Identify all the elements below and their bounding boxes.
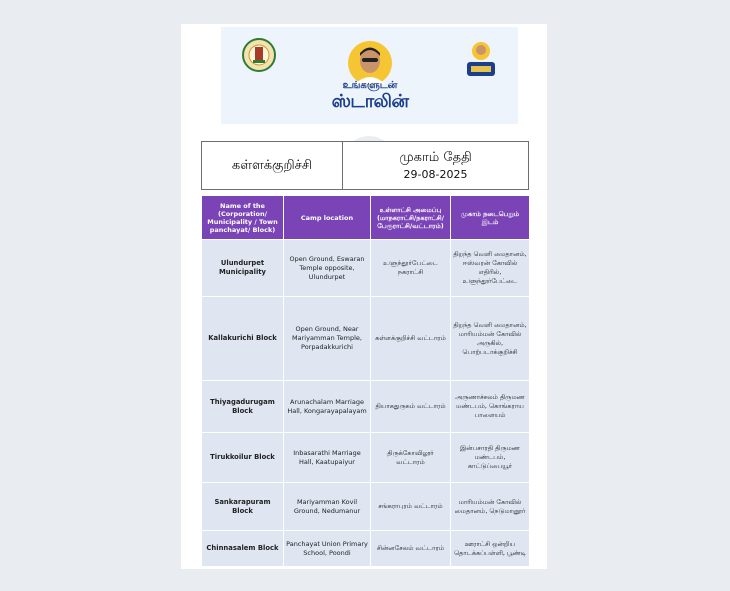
row-camp-location: Panchayat Union Primary School, Poondi: [284, 531, 371, 567]
row-local-body-name: Sankarapuram Block: [202, 483, 284, 531]
row-local-body-name: Chinnasalem Block: [202, 531, 284, 567]
row-local-body-tamil: சங்கராபுரம் வட்டாரம்: [371, 483, 451, 531]
row-venue-tamil: அருணாச்சலம் திருமண மண்டபம், கொங்கராய பாளையம்: [451, 381, 530, 433]
district-name: கள்ளக்குறிச்சி: [201, 141, 343, 190]
table-row: [202, 297, 530, 381]
row-local-body-tamil: உளுந்தூர்பேட்டை நகராட்சி: [371, 240, 451, 297]
row-venue-tamil: திறந்த வெளி மைதானம், ஈஸ்வரன் கோவில் எதிரில், உளுந்தூர்பேட்டை: [451, 240, 530, 297]
camp-schedule-table: [201, 195, 530, 567]
row-venue-tamil: ஊராட்சி ஒன்றிய தொடக்கப்பள்ளி, பூண்டி: [451, 531, 530, 567]
table-row: [202, 483, 530, 531]
camp-date-box: [342, 141, 529, 190]
row-local-body-name: Kallakurichi Block: [202, 297, 284, 381]
camp-date-label: முகாம் தேதி: [399, 150, 472, 165]
row-local-body-tamil: திருக்கோவிலூர் வட்டாரம்: [371, 433, 451, 483]
column-header-venue-tamil: முகாம் நடைபெறும் இடம்: [451, 196, 530, 240]
logo-line-2: ஸ்டாலின்: [331, 91, 409, 112]
table-header-row: [202, 196, 530, 240]
table-row: [202, 240, 530, 297]
row-local-body-tamil: கள்ளக்குறிச்சி வட்டாரம்: [371, 297, 451, 381]
row-local-body-tamil: தியாகதுருகம் வட்டாரம்: [371, 381, 451, 433]
tamil-nadu-govt-emblem-icon: [242, 38, 276, 72]
column-header-local-body-tamil: உள்ளாட்சி அமைப்பு (மாநகராட்சி/நகராட்சி/ பேரூராட்சி/வட்டாரம்): [371, 196, 451, 240]
row-local-body-name: Tirukkoilur Block: [202, 433, 284, 483]
table-row: [202, 531, 530, 567]
row-camp-location: Mariyamman Kovil Ground, Nedumanur: [284, 483, 371, 531]
row-local-body-name: Thiyagadurugam Block: [202, 381, 284, 433]
row-venue-tamil: இன்பசாரதி திருமண மண்டபம், காட்டுப்பையூர்: [451, 433, 530, 483]
camp-date-value: 29-08-2025: [403, 168, 468, 181]
row-camp-location: Open Ground, Near Mariyamman Temple, Porpadakkurichi: [284, 297, 371, 381]
table-row: [202, 381, 530, 433]
row-venue-tamil: மாரியம்மன் கோவில் மைதானம், நெடுமானூர்: [451, 483, 530, 531]
row-camp-location: Open Ground, Eswaran Temple opposite, Ulundurpet: [284, 240, 371, 297]
column-header-local-body: Name of the (Corporation/ Municipality / Town panchayat/ Block): [202, 196, 284, 240]
row-venue-tamil: திறந்த வெளி மைதானம், மாரியம்மன் கோவில் அருகில், பொற்படாக்குறிச்சி: [451, 297, 530, 381]
table-row: [202, 433, 530, 483]
row-camp-location: Arunachalam Marriage Hall, Kongarayapalayam: [284, 381, 371, 433]
scheme-badge-icon: [463, 40, 499, 80]
row-local-body-name: Ulundurpet Municipality: [202, 240, 284, 297]
column-header-camp-location: Camp location: [284, 196, 371, 240]
row-local-body-tamil: சின்னசேலம் வட்டாரம்: [371, 531, 451, 567]
logo-line-1: உங்களுடன்: [342, 80, 398, 91]
row-camp-location: Inbasarathi Marriage Hall, Kaatupaiyur: [284, 433, 371, 483]
